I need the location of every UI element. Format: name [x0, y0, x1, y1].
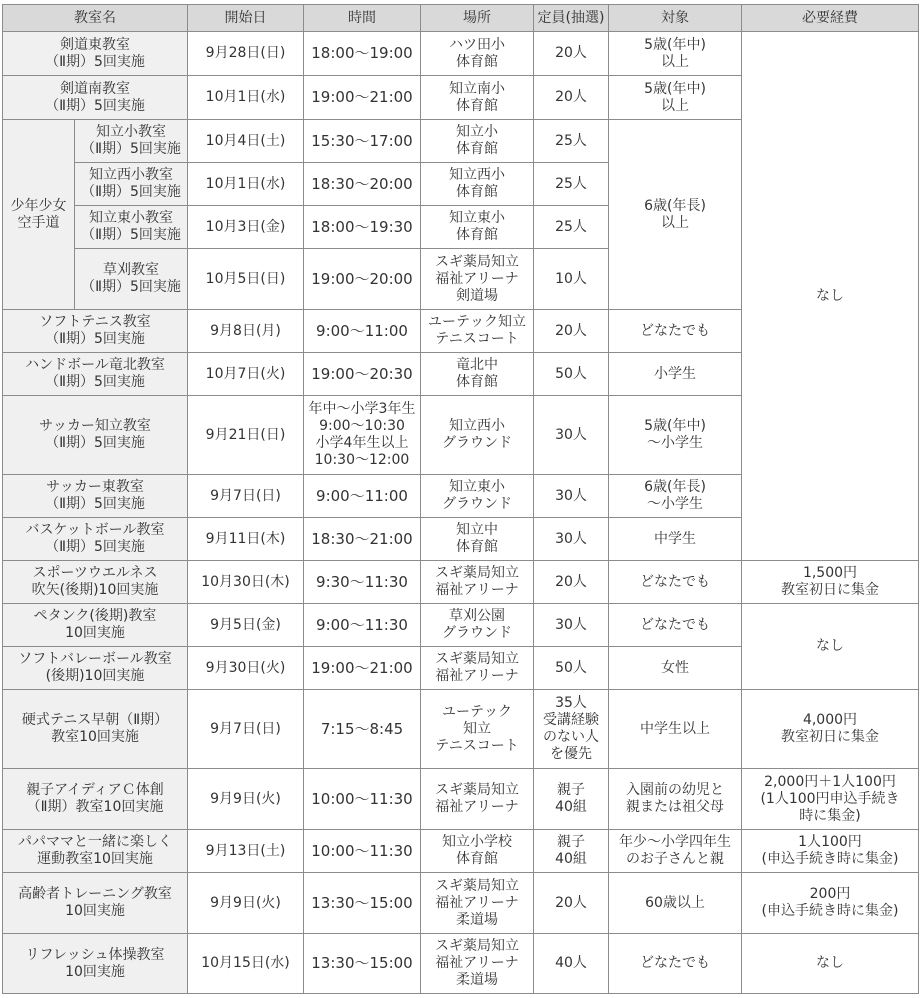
start-date: 9月28日(日) — [188, 32, 304, 76]
start-date: 9月30日(火) — [188, 647, 304, 690]
start-date: 10月30日(木) — [188, 561, 304, 604]
place: 知立南小 体育館 — [421, 76, 534, 120]
place: 知立中 体育館 — [421, 518, 534, 561]
class-name: 知立小教室 （Ⅱ期）5回実施 — [75, 120, 188, 163]
time: 9:30～11:30 — [304, 561, 421, 604]
target: どなたでも — [609, 561, 742, 604]
class-schedule-table — [2, 4, 919, 994]
start-date: 10月1日(水) — [188, 163, 304, 206]
capacity: 40人 — [534, 934, 609, 994]
capacity: 20人 — [534, 76, 609, 120]
capacity: 30人 — [534, 396, 609, 475]
target: 5歳(年中) 以上 — [609, 76, 742, 120]
class-name: 剣道東教室 （Ⅱ期）5回実施 — [3, 32, 188, 76]
place: スギ薬局知立 福祉アリーナ 柔道場 — [421, 873, 534, 934]
time: 19:00～20:00 — [304, 249, 421, 310]
target: 女性 — [609, 647, 742, 690]
start-date: 10月15日(水) — [188, 934, 304, 994]
cost: なし — [742, 934, 919, 994]
time: 19:00～21:00 — [304, 647, 421, 690]
class-name: 親子アイディアＣ体創 （Ⅱ期）教室10回実施 — [3, 769, 188, 830]
capacity: 20人 — [534, 873, 609, 934]
start-date: 10月1日(水) — [188, 76, 304, 120]
place: 知立西小 グラウンド — [421, 396, 534, 475]
place: スギ薬局知立 福祉アリーナ 柔道場 — [421, 934, 534, 994]
header-place: 場所 — [421, 5, 534, 32]
class-name: 硬式テニス早朝（Ⅱ期） 教室10回実施 — [3, 690, 188, 769]
start-date: 10月7日(火) — [188, 353, 304, 396]
table-row — [3, 32, 919, 76]
time: 10:00～11:30 — [304, 769, 421, 830]
class-name: ペタンク(後期)教室 10回実施 — [3, 604, 188, 647]
time: 19:00～20:30 — [304, 353, 421, 396]
class-name: 草刈教室 （Ⅱ期）5回実施 — [75, 249, 188, 310]
place: スギ薬局知立 福祉アリーナ — [421, 561, 534, 604]
target: どなたでも — [609, 604, 742, 647]
target: 6歳(年長) 以上 — [609, 120, 742, 310]
target: 60歳以上 — [609, 873, 742, 934]
cost: なし — [742, 32, 919, 561]
start-date: 9月8日(月) — [188, 310, 304, 353]
class-name: 知立東小教室 （Ⅱ期）5回実施 — [75, 206, 188, 249]
target: 中学生 — [609, 518, 742, 561]
capacity: 20人 — [534, 561, 609, 604]
target: 5歳(年中) ～小学生 — [609, 396, 742, 475]
target: 5歳(年中) 以上 — [609, 32, 742, 76]
class-name: サッカー東教室 （Ⅱ期）5回実施 — [3, 475, 188, 518]
class-name: ソフトバレーボール教室 (後期)10回実施 — [3, 647, 188, 690]
header-start-date: 開始日 — [188, 5, 304, 32]
time: 9:00～11:00 — [304, 310, 421, 353]
capacity: 35人 受講経験 のない人 を優先 — [534, 690, 609, 769]
time: 年中～小学3年生 9:00～10:30 小学4年生以上 10:30～12:00 — [304, 396, 421, 475]
capacity: 親子 40組 — [534, 830, 609, 873]
time: 18:00～19:00 — [304, 32, 421, 76]
cost: 4,000円 教室初日に集金 — [742, 690, 919, 769]
time: 9:00～11:00 — [304, 475, 421, 518]
place: ユーテック知立 テニスコート — [421, 310, 534, 353]
start-date: 9月7日(日) — [188, 690, 304, 769]
start-date: 9月11日(木) — [188, 518, 304, 561]
capacity: 親子 40組 — [534, 769, 609, 830]
time: 13:30～15:00 — [304, 934, 421, 994]
cost: なし — [742, 604, 919, 690]
place: 竜北中 体育館 — [421, 353, 534, 396]
class-name: スポーツウエルネス 吹矢(後期)10回実施 — [3, 561, 188, 604]
capacity: 10人 — [534, 249, 609, 310]
class-name: サッカー知立教室 （Ⅱ期）5回実施 — [3, 396, 188, 475]
capacity: 50人 — [534, 353, 609, 396]
start-date: 9月9日(火) — [188, 769, 304, 830]
header-capacity: 定員(抽選) — [534, 5, 609, 32]
class-name: ソフトテニス教室 （Ⅱ期）5回実施 — [3, 310, 188, 353]
place: スギ薬局知立 福祉アリーナ 剣道場 — [421, 249, 534, 310]
place: ハツ田小 体育館 — [421, 32, 534, 76]
cost: 1,500円 教室初日に集金 — [742, 561, 919, 604]
capacity: 20人 — [534, 32, 609, 76]
target: 小学生 — [609, 353, 742, 396]
table-row — [3, 561, 919, 604]
time: 15:30～17:00 — [304, 120, 421, 163]
target: 入園前の幼児と 親または祖父母 — [609, 769, 742, 830]
start-date: 9月9日(火) — [188, 873, 304, 934]
class-name: 知立西小教室 （Ⅱ期）5回実施 — [75, 163, 188, 206]
time: 10:00～11:30 — [304, 830, 421, 873]
start-date: 9月5日(金) — [188, 604, 304, 647]
class-name: ハンドボール竜北教室 （Ⅱ期）5回実施 — [3, 353, 188, 396]
capacity: 50人 — [534, 647, 609, 690]
place: 草刈公園 グラウンド — [421, 604, 534, 647]
time: 18:30～21:00 — [304, 518, 421, 561]
place: スギ薬局知立 福祉アリーナ — [421, 647, 534, 690]
header-class-name: 教室名 — [3, 5, 188, 32]
capacity: 30人 — [534, 475, 609, 518]
table-row — [3, 873, 919, 934]
target: どなたでも — [609, 310, 742, 353]
header-target: 対象 — [609, 5, 742, 32]
capacity: 25人 — [534, 163, 609, 206]
time: 7:15～8:45 — [304, 690, 421, 769]
start-date: 10月5日(日) — [188, 249, 304, 310]
place: 知立西小 体育館 — [421, 163, 534, 206]
start-date: 10月3日(金) — [188, 206, 304, 249]
time: 13:30～15:00 — [304, 873, 421, 934]
capacity: 30人 — [534, 604, 609, 647]
header-row — [3, 5, 919, 32]
cost: 2,000円＋1人100円 (1人100円申込手続き 時に集金) — [742, 769, 919, 830]
group-label-karate: 少年少女 空手道 — [3, 120, 75, 310]
target: 中学生以上 — [609, 690, 742, 769]
header-time: 時間 — [304, 5, 421, 32]
start-date: 9月21日(日) — [188, 396, 304, 475]
place: 知立東小 グラウンド — [421, 475, 534, 518]
table-row — [3, 934, 919, 994]
cost: 1人100円 (申込手続き時に集金) — [742, 830, 919, 873]
capacity: 30人 — [534, 518, 609, 561]
capacity: 20人 — [534, 310, 609, 353]
start-date: 9月7日(日) — [188, 475, 304, 518]
class-name: 剣道南教室 （Ⅱ期）5回実施 — [3, 76, 188, 120]
target: どなたでも — [609, 934, 742, 994]
class-name: パパママと一緒に楽しく 運動教室10回実施 — [3, 830, 188, 873]
start-date: 10月4日(土) — [188, 120, 304, 163]
table-row — [3, 769, 919, 830]
place: 知立東小 体育館 — [421, 206, 534, 249]
table-row — [3, 690, 919, 769]
place: 知立小学校 体育館 — [421, 830, 534, 873]
target: 年少～小学四年生 のお子さんと親 — [609, 830, 742, 873]
capacity: 25人 — [534, 206, 609, 249]
class-name: バスケットボール教室 （Ⅱ期）5回実施 — [3, 518, 188, 561]
start-date: 9月13日(土) — [188, 830, 304, 873]
place: スギ薬局知立 福祉アリーナ — [421, 769, 534, 830]
class-name: リフレッシュ体操教室 10回実施 — [3, 934, 188, 994]
time: 18:30～20:00 — [304, 163, 421, 206]
capacity: 25人 — [534, 120, 609, 163]
table-row — [3, 830, 919, 873]
target: 6歳(年長) ～小学生 — [609, 475, 742, 518]
time: 9:00～11:30 — [304, 604, 421, 647]
class-name: 高齢者トレーニング教室 10回実施 — [3, 873, 188, 934]
place: ユーテック 知立 テニスコート — [421, 690, 534, 769]
time: 19:00～21:00 — [304, 76, 421, 120]
cost: 200円 (申込手続き時に集金) — [742, 873, 919, 934]
table-row — [3, 604, 919, 647]
place: 知立小 体育館 — [421, 120, 534, 163]
header-cost: 必要経費 — [742, 5, 919, 32]
time: 18:00～19:30 — [304, 206, 421, 249]
